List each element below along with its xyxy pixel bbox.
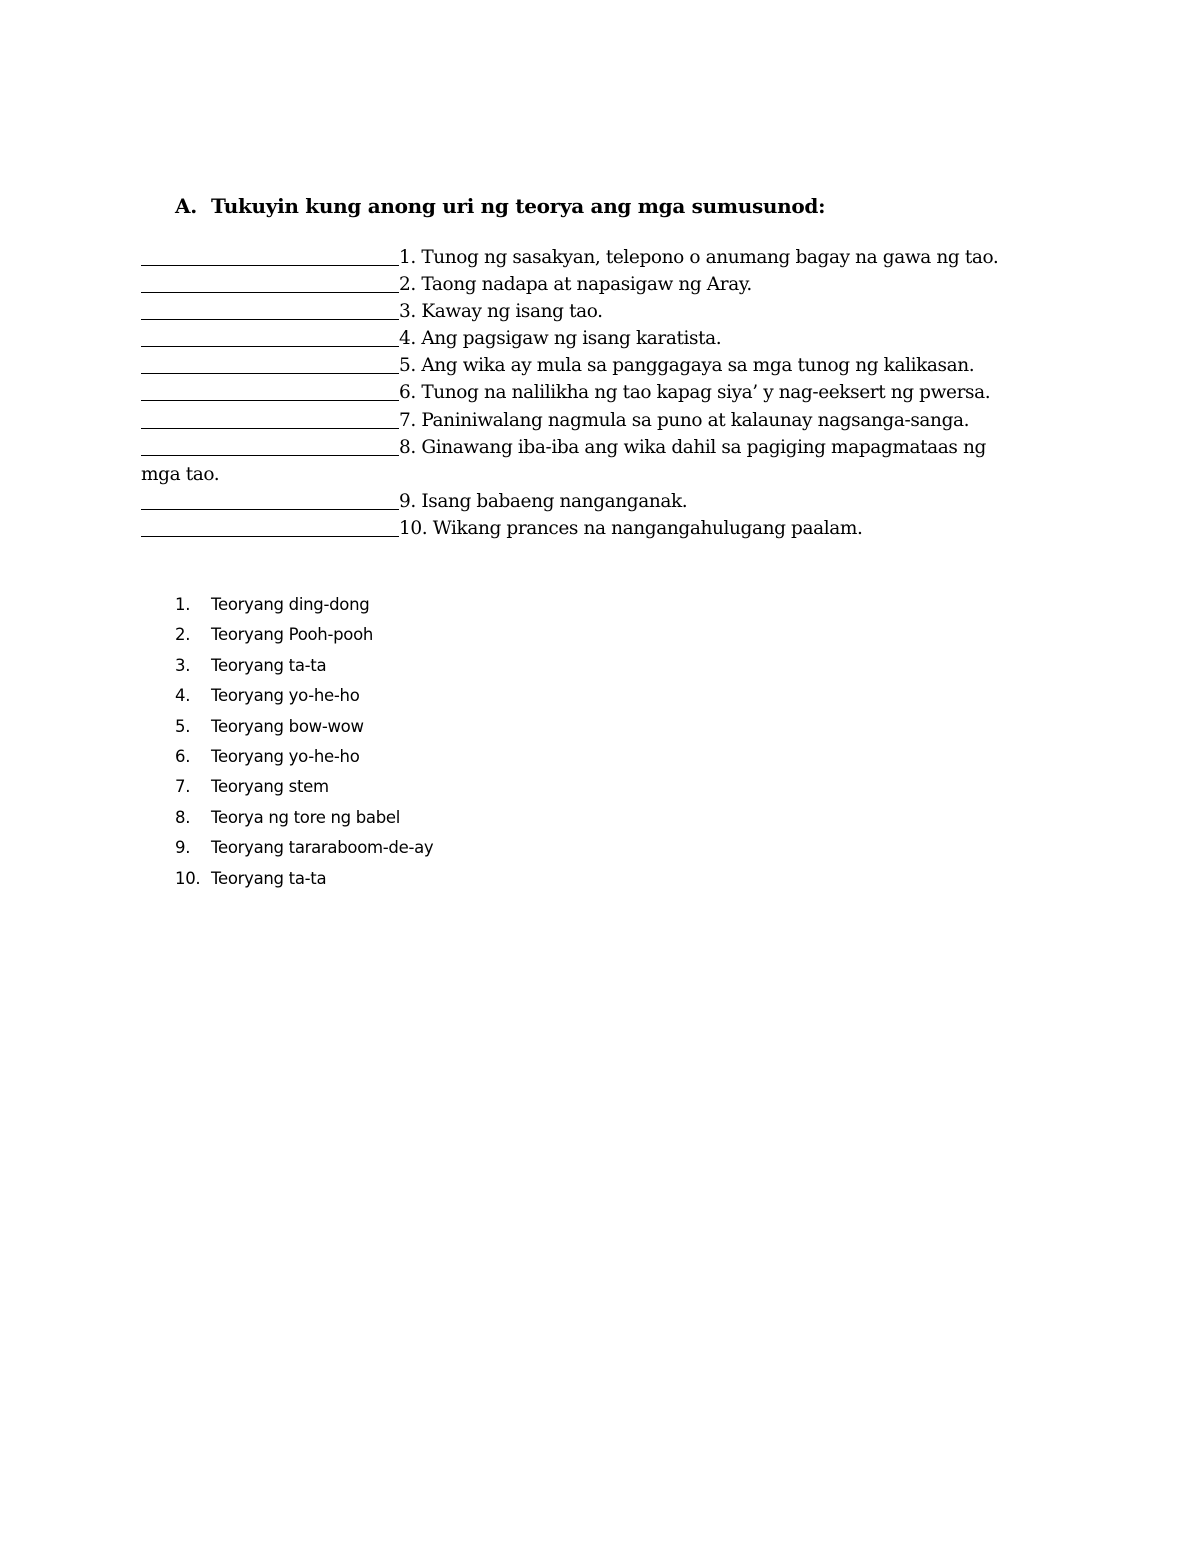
answer-number: 4. — [175, 686, 191, 706]
answer-item — [175, 774, 433, 804]
answer-number: 2. — [175, 625, 191, 645]
question-item — [141, 407, 1041, 434]
section-title: Tukuyin kung anong uri ng teorya ang mga sumusunod: — [211, 194, 826, 218]
answer-blank[interactable] — [141, 272, 399, 293]
answer-blank[interactable] — [141, 435, 399, 456]
question-text: 7. Paniniwalang nagmula sa puno at kalaunay nagsanga-sanga. — [399, 409, 970, 431]
answer-number: 9. — [175, 838, 191, 858]
question-item — [141, 298, 1041, 325]
answer-text: Teoryang Pooh-pooh — [211, 625, 374, 645]
answer-text: Teoryang stem — [211, 777, 329, 797]
question-item — [141, 271, 1041, 298]
section-heading — [175, 194, 825, 218]
question-text: 6. Tunog na nalilikha ng tao kapag siya’ y nag-eeksert ng pwersa. — [399, 382, 991, 404]
answer-text: Teoryang ta-ta — [211, 655, 327, 675]
answer-text: Teoryang bow-wow — [211, 716, 364, 736]
question-text: 1. Tunog ng sasakyan, telepono o anumang bagay na gawa ng tao. — [399, 247, 999, 268]
answer-text: Teoryang yo-he-ho — [211, 686, 360, 706]
answer-blank[interactable] — [141, 516, 399, 537]
question-item — [141, 352, 1041, 379]
answer-item — [175, 835, 433, 865]
question-item — [141, 434, 1021, 488]
answer-number: 8. — [175, 807, 191, 827]
answer-key-list — [175, 592, 433, 896]
answer-item — [175, 653, 433, 683]
answer-text: Teoryang tararaboom-de-ay — [211, 838, 434, 858]
question-text: 3. Kaway ng isang tao. — [399, 301, 603, 323]
answer-blank[interactable] — [141, 299, 399, 320]
answer-number: 1. — [175, 595, 191, 614]
question-text: 8. Ginawang iba-iba ang wika dahil sa pagiging mapagmataas ng mga tao. — [141, 436, 986, 485]
answer-item — [175, 622, 433, 652]
section-letter: A. — [175, 194, 197, 218]
answer-text: Teoryang ding-dong — [211, 595, 370, 614]
answer-number: 3. — [175, 655, 191, 675]
question-item — [141, 379, 1041, 406]
answer-item — [175, 866, 433, 896]
question-list — [141, 244, 1041, 542]
question-text: 5. Ang wika ay mula sa panggagaya sa mga tunog ng kalikasan. — [399, 355, 975, 377]
question-item — [141, 515, 1041, 542]
answer-blank[interactable] — [141, 245, 399, 266]
answer-item — [175, 592, 433, 622]
question-item — [141, 244, 1041, 271]
answer-number: 7. — [175, 777, 191, 797]
answer-text: Teoryang ta-ta — [211, 868, 327, 888]
question-text: 4. Ang pagsigaw ng isang karatista. — [399, 328, 722, 350]
question-item — [141, 325, 1041, 352]
answer-blank[interactable] — [141, 408, 399, 429]
question-text: 2. Taong nadapa at napasigaw ng Aray. — [399, 274, 752, 296]
answer-blank[interactable] — [141, 353, 399, 374]
answer-item — [175, 683, 433, 713]
answer-item — [175, 714, 433, 744]
answer-text: Teoryang yo-he-ho — [211, 746, 360, 766]
question-text: 10. Wikang prances na nangangahulugang paalam. — [399, 517, 863, 539]
question-item — [141, 488, 1041, 515]
answer-blank[interactable] — [141, 326, 399, 347]
answer-item — [175, 744, 433, 774]
answer-blank[interactable] — [141, 489, 399, 510]
question-text: 9. Isang babaeng nanganganak. — [399, 490, 688, 512]
answer-number: 10. — [175, 868, 201, 888]
answer-blank[interactable] — [141, 380, 399, 401]
answer-number: 6. — [175, 746, 191, 766]
answer-text: Teorya ng tore ng babel — [211, 807, 401, 827]
answer-item — [175, 805, 433, 835]
answer-number: 5. — [175, 716, 191, 736]
